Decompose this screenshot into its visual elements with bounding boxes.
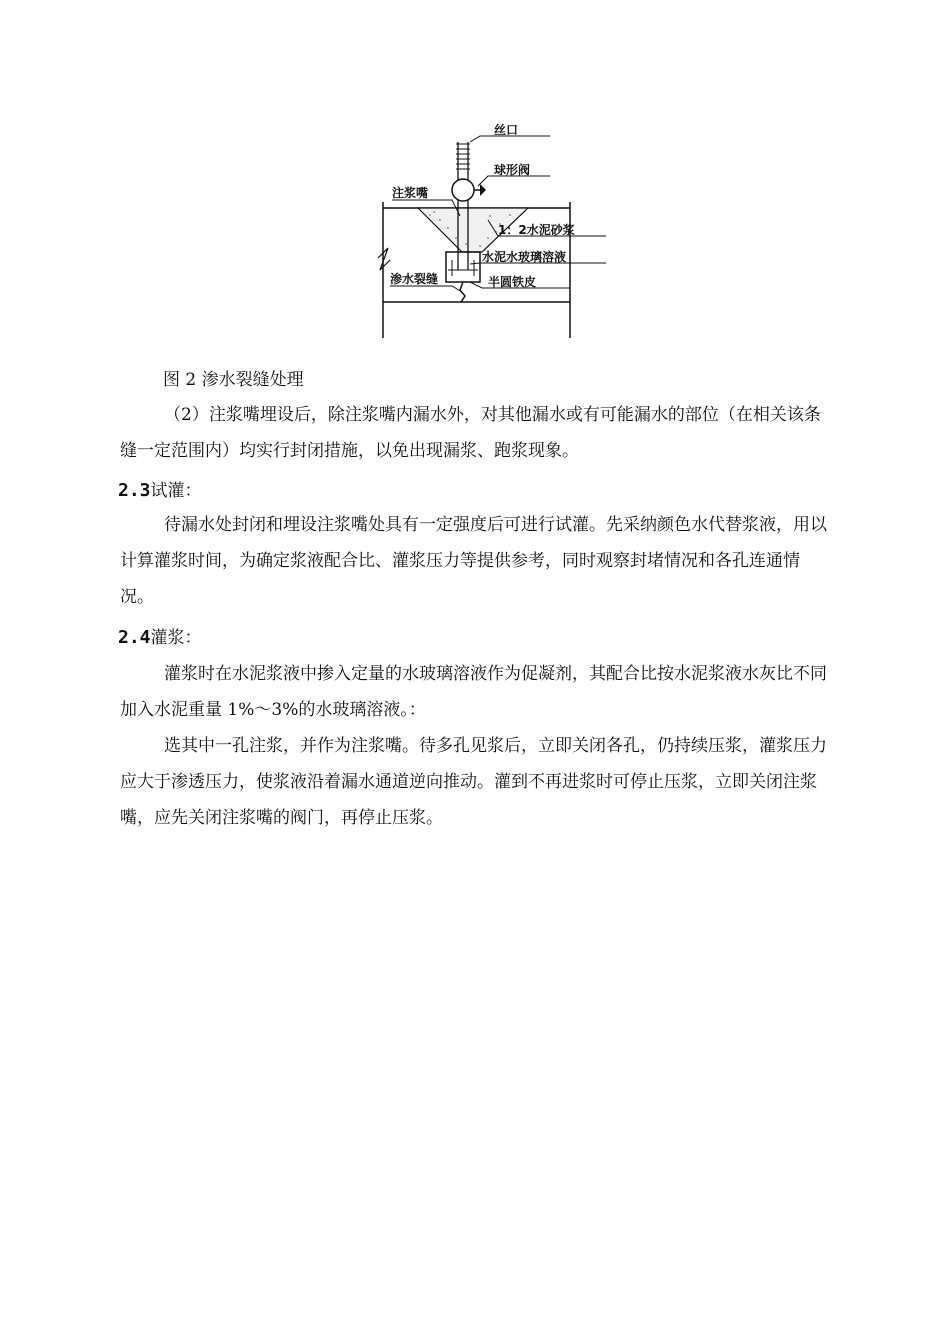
label-ball-valve: 球形阀: [494, 163, 531, 177]
paragraph-grouting-mix: 灌浆时在水泥浆液中掺入定量的水玻璃溶液作为促凝剂，其配合比按水泥浆液水灰比不同加入水泥重量 1%～3%的水玻璃溶液。：: [120, 664, 827, 720]
section-heading-2-4: [118, 623, 202, 648]
label-grout-nozzle: 注浆嘴: [392, 186, 429, 200]
leader-seepage-crack: [390, 286, 462, 292]
paragraph-trial-grouting: 待漏水处封闭和埋设注浆嘴处具有一定强度后可进行试灌。先采纳颜色水代替浆液，用以计算灌浆时间，为确定浆液配合比、灌浆压力等提供参考，同时观察封堵情况和各孔连通情况。: [120, 515, 827, 607]
section-heading-2-3: [118, 476, 202, 501]
ball-valve-symbol: [452, 179, 474, 201]
label-seepage-crack: 渗水裂缝: [390, 272, 439, 286]
paragraph-grouting-procedure: 选其中一孔注浆，并作为注浆嘴。待多孔见浆后，立即关闭各孔，仍持续压浆，灌浆压力应大于渗透压力，使浆液沿着漏水通道逆向推动。灌到不再进浆时可停止压浆，立即关闭注浆嘴，应先关闭注浆嘴的阀门，再停止压浆。: [120, 736, 827, 828]
label-half-round-iron: 半圆铁皮: [488, 275, 537, 289]
crack-line: [460, 282, 465, 302]
label-cement-mortar: 1：2水泥砂浆: [498, 223, 575, 237]
figure-caption: 图 2 渗水裂缝处理: [163, 370, 304, 390]
section-title: 试灌：: [150, 481, 202, 501]
section-number: 2.3: [118, 480, 151, 501]
label-cement-water-glass: 水泥水玻璃溶液: [482, 250, 567, 264]
seepage-crack-diagram: [370, 120, 610, 342]
paragraph-nozzle-sealing: （2）注浆嘴埋设后，除注浆嘴内漏水外，对其他漏水或有可能漏水的部位（在相关该条缝一定范围内）均实行封闭措施，以免出现漏浆、跑浆现象。: [120, 405, 821, 461]
leader-ball-valve: [478, 176, 550, 186]
label-silk-mouth: 丝口: [494, 123, 519, 137]
half-round-iron-sleeve: [446, 252, 480, 282]
section-title: 灌浆：: [150, 628, 202, 648]
break-mark: [378, 248, 390, 270]
section-number: 2.4: [118, 627, 151, 648]
